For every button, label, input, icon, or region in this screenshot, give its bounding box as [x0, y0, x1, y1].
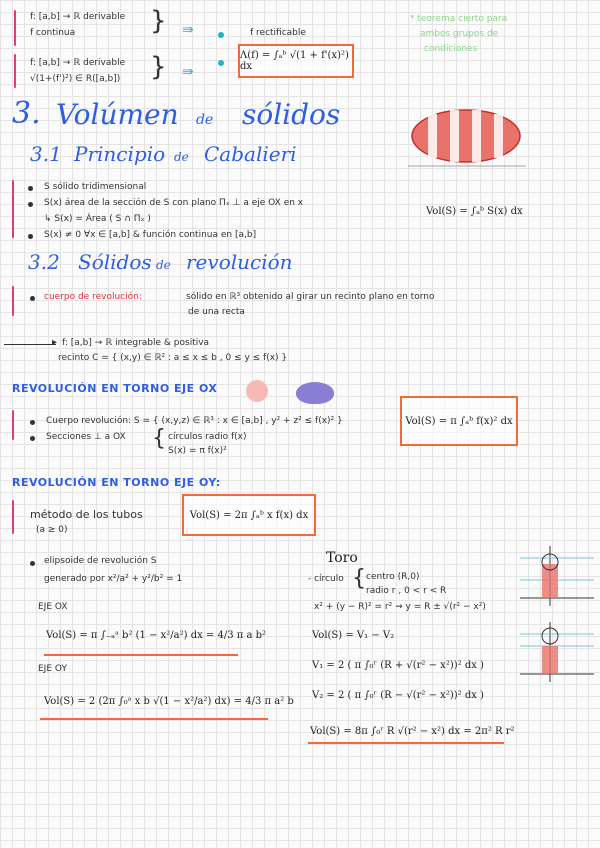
section-number: 3.	[12, 96, 41, 131]
solid-sphere-icon	[246, 380, 268, 402]
subsection-number: 3.1	[30, 142, 62, 166]
revolution-ox-heading: REVOLUCIÓN EN TORNO EJE OX	[12, 382, 218, 395]
length-formula: Λ(f) = ∫ₐᵇ √(1 + f'(x)²) dx	[240, 50, 349, 72]
subsection-title-de: de	[174, 150, 189, 164]
torus-equation: x² + (y − R)² = r² ⇝ y = R ± √(r² − x²)	[314, 602, 486, 612]
torus-circle-label: - círculo	[308, 574, 344, 584]
solid-bowl-icon	[296, 382, 334, 404]
bullet-dot	[30, 436, 35, 441]
bracket-bar	[12, 286, 14, 316]
length-formula-box	[238, 44, 354, 78]
bullet-text: Cuerpo revolución: S = { (x,y,z) ∈ ℝ³ : x ∈ [a,b] , y² + z² ≤ f(x)² }	[46, 416, 343, 426]
cond-line: f: [a,b] → ℝ derivable	[30, 58, 126, 68]
bullet-text: S(x) = π f(x)²	[168, 446, 227, 456]
recinto-definition: recinto C = { (x,y) ∈ ℝ² : a ≤ x ≤ b , 0 ≤ y ≤ f(x) }	[58, 353, 288, 363]
note-line: * teorema cierto para	[410, 14, 508, 24]
bullet-text: S(x) área de la sección de S con plano Πₓ ⊥ a eje OX en x	[44, 198, 304, 208]
cuerpo-label: cuerpo de revolución:	[44, 292, 142, 302]
cond-line: √(1+(f')²) ∈ R([a,b])	[30, 74, 121, 84]
bullet-dot	[218, 32, 224, 38]
section-title: Volúmen	[56, 98, 179, 131]
ellipsoid-generator: generado por x²/a² + y²/b² = 1	[44, 574, 183, 584]
bullet-dot	[28, 202, 33, 207]
axis-label: EJE OX	[38, 602, 68, 612]
underline	[44, 654, 238, 656]
brace-left: {	[352, 566, 366, 591]
f-definition: f: [a,b] → ℝ integrable & positiva	[62, 338, 210, 348]
bullet-text: S sólido tridimensional	[44, 182, 147, 192]
torus-v1: V₁ = 2 ( π ∫₀ʳ (R + √(r² − x²))² dx )	[312, 660, 484, 671]
revolution-ox-volume-box	[400, 396, 518, 446]
bullet-dot	[30, 420, 35, 425]
tubes-method-label: método de los tubos	[30, 508, 143, 521]
note-line: condiciones	[424, 44, 478, 54]
bracket-bar	[14, 54, 16, 88]
subsection-title: Sólidos	[78, 250, 152, 274]
torus-v2: V₂ = 2 ( π ∫₀ʳ (R − √(r² − x²))² dx )	[312, 690, 484, 701]
rectificable-text: f rectificable	[250, 28, 306, 38]
section-title-de: de	[196, 112, 214, 128]
cuerpo-definition: sólido en ℝ³ obtenido al girar un recinto plano en torno	[186, 292, 435, 302]
subsection-title: revolución	[186, 250, 293, 274]
subsection-number: 3.2	[28, 250, 60, 274]
axis-label: EJE OY	[38, 664, 67, 674]
arrow-icon: ⇛	[182, 64, 194, 80]
tubes-condition: (a ≥ 0)	[36, 525, 68, 535]
brace-left: {	[152, 426, 166, 451]
bullet-text: ↳ S(x) = Área ( S ∩ Πₓ )	[44, 214, 151, 224]
ellipsoid-ox-volume: Vol(S) = π ∫₋ₐᵃ b² (1 − x²/a²) dx = 4/3 π a b²	[46, 630, 267, 641]
torus-title: Toro	[326, 550, 358, 566]
arrow-head: ▸	[52, 337, 58, 348]
revolution-oy-volume: Vol(S) = 2π ∫ₐᵇ x f(x) dx	[189, 509, 309, 521]
note-line: ambos grupos de	[420, 29, 499, 39]
arrow-icon: ⇛	[182, 22, 194, 38]
revolution-oy-volume-box	[182, 494, 316, 536]
ellipsoid-sections-figure	[408, 104, 528, 174]
cuerpo-definition: de una recta	[188, 307, 245, 317]
arrow-line	[4, 344, 56, 345]
bullet-text: círculos radio f(x)	[168, 432, 247, 442]
torus-center: centro (R,0)	[366, 572, 420, 582]
subsection-title-de: de	[156, 258, 171, 272]
bullet-text: S(x) ≠ 0 ∀x ∈ [a,b] & función continua en [a,b]	[44, 230, 257, 240]
bracket-bar	[12, 410, 14, 440]
section-title: sólidos	[242, 98, 341, 131]
ellipsoid-title: elipsoide de revolución S	[44, 556, 157, 566]
brace-right: }	[150, 6, 167, 36]
bracket-bar	[12, 500, 14, 534]
torus-volume-difference: Vol(S) = V₁ − V₂	[312, 630, 395, 641]
bullet-dot	[30, 296, 35, 301]
bullet-dot	[28, 234, 33, 239]
revolution-ox-volume: Vol(S) = π ∫ₐᵇ f(x)² dx	[405, 415, 513, 427]
torus-volume-final: Vol(S) = 8π ∫₀ʳ R √(r² − x²) dx = 2π² R r²	[310, 726, 515, 737]
bullet-dot	[28, 186, 33, 191]
cond-line: f continua	[30, 28, 76, 38]
revolution-oy-heading: REVOLUCIÓN EN TORNO EJE OY:	[12, 476, 221, 489]
underline	[40, 718, 268, 720]
torus-figure-v2	[520, 620, 596, 684]
torus-radius: radio r , 0 < r < R	[366, 586, 447, 596]
bullet-dot	[218, 60, 224, 66]
bracket-bar	[14, 10, 16, 46]
subsection-title: Cabalieri	[204, 142, 297, 166]
subsection-title: Principio	[74, 142, 166, 166]
cavalieri-volume-formula: Vol(S) = ∫ₐᵇ S(x) dx	[426, 206, 523, 217]
bullet-dot	[30, 561, 35, 566]
brace-right: }	[150, 52, 167, 82]
torus-figure-v1	[520, 544, 596, 608]
cond-line: f: [a,b] → ℝ derivable	[30, 12, 126, 22]
bullet-text: Secciones ⊥ a OX	[46, 432, 126, 442]
bracket-bar	[12, 180, 14, 238]
underline	[308, 742, 504, 744]
ellipsoid-oy-volume: Vol(S) = 2 (2π ∫₀ᵃ x b √(1 − x²/a²) dx) = 4/3 π a² b	[44, 696, 294, 707]
